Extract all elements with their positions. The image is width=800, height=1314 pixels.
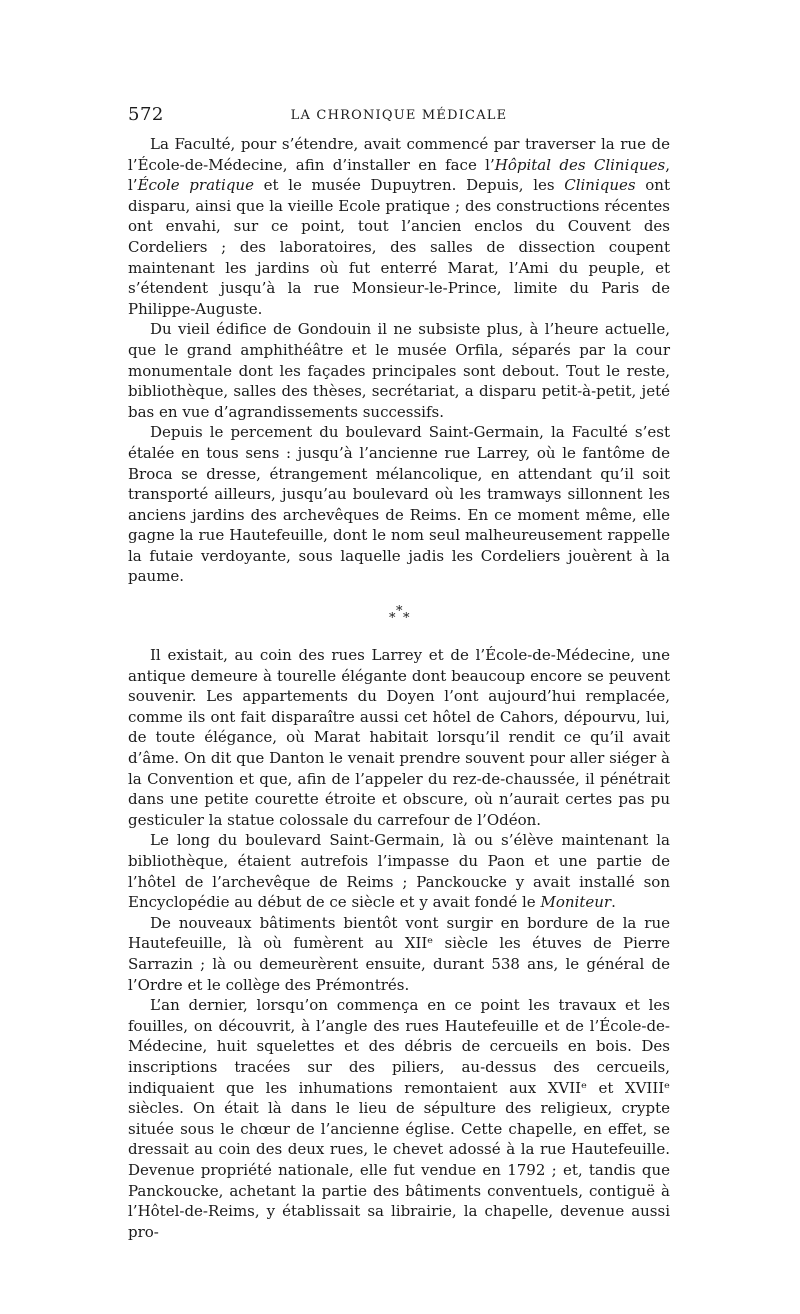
- paragraph-4: Il existait, au coin des rues Larrey et de l’École-de-Médecine, une antique demeure à tourelle élégante dont beaucoup encore se peuvent souvenir. Les appartements du Doyen l’ont aujourd’hui remplacée, comme ils ont fait disparaître aussi cet hôtel de Cahors, dépourvu, lui, de toute élégance, où Marat habitait lorsqu’il rendit ce qu’il avait d’âme. On dit que Danton le venait prendre souvent pour aller siéger à la Convention et que, afin de l’appeler du rez-de-chaussée, il pénétrait dans une petite courette étroite et obscure, où n’aurait certes pas pu gesticuler la statue colossale du carrefour de l’Odéon.: [128, 646, 670, 829]
- paragraph-5-italic-moniteur: Moniteur: [540, 893, 612, 912]
- paragraph-2: Du vieil édifice de Gondouin il ne subsiste plus, à l’heure actuelle, que le grand amphithéâtre et le musée Orfila, séparés par la cour monumentale dont les façades principales sont debout. Tout le reste, bibliothèque, salles des thèses, secrétariat, a disparu petit-à-petit, jeté bas en vue d’agrandissements successifs.: [128, 320, 670, 421]
- paragraph-6: De nouveaux bâtiments bientôt vont surgir en bordure de la rue Hautefeuille, là où fumèrent au XIIᵉ siècle les étuves de Pierre Sarrazin ; là ou demeurèrent ensuite, durant 538 ans, le général de l’Ordre et le collège des Prémontrés.: [128, 913, 670, 994]
- running-title: LA CHRONIQUE MÉDICALE: [290, 108, 508, 123]
- paragraph-1: [128, 134, 670, 319]
- paragraph-5-text-a: Le long du boulevard Saint-Germain, là ou s’élève maintenant la bibliothèque, étaient autrefois l’impasse du Paon et une partie de l’hôtel de l’archevêque de Reims ; Panckoucke y avait installé son Encyclopédie au début de ce siècle et y avait fondé le: [128, 831, 670, 912]
- paragraph-5: [128, 830, 670, 912]
- paragraph-1-text-d: ont disparu, ainsi que la vieille Ecole pratique ; des constructions récentes ont envahi, sur ce point, tout l’ancien enclos du Couvent des Cordeliers ; des laboratoires, des salles de dissection coupent maintenant les jardins où fut enterré Marat, l’Ami du peuple, et s’étendent jusqu’à la rue Monsieur-le-Prince, limite du Paris de Philippe-Auguste.: [128, 176, 670, 318]
- paragraph-1-italic-cliniques: Cliniques: [564, 176, 636, 195]
- paragraph-7: L’an dernier, lorsqu’on commença en ce point les travaux et les fouilles, on découvrit, à l’angle des rues Hautefeuille et de l’École-de-Médecine, huit squelettes et des débris de cercueils en bois. Des inscriptions tracées sur des piliers, au-dessus des cercueils, indiquaient que les inhumations remontaient aux XVIIᵉ et XVIIIᵉ siècles. On était là dans le lieu de sépulture des religieux, crypte située sous le chœur de l’ancienne église. Cette chapelle, en effet, se dressait au coin des deux rues, le chevet adossé à la rue Hautefeuille. Devenue propriété nationale, elle fut vendue en 1792 ; et, tandis que Panckoucke, achetant la partie des bâtiments conventuels, contiguë à l’Hôtel-de-Reims, y établissait sa librairie, la chapelle, devenue aussi pro-: [128, 996, 670, 1241]
- paragraph-1-text-a: La Faculté, pour s’étendre, avait commencé par traverser la rue de l’École-de-Médecine, afin d’installer en face l’: [128, 135, 670, 174]
- paragraph-1-italic-ecole: École pratique: [137, 176, 254, 195]
- book-page: [128, 100, 670, 1242]
- paragraph-5-text-b: .: [611, 893, 616, 912]
- paragraph-1-italic-hopital: Hôpital des Cliniques: [494, 155, 666, 174]
- paragraph-1-text-b: , l’: [128, 155, 670, 195]
- ornament-star-left: *: [389, 611, 396, 627]
- section-ornament: [128, 587, 670, 645]
- paragraph-1-text-c: et le musée Dupuytren. Depuis, les: [253, 176, 565, 195]
- ornament-star-top: *: [396, 604, 403, 620]
- ornament-star-right: *: [403, 611, 410, 627]
- page-header: [128, 100, 670, 134]
- paragraph-3: Depuis le percement du boulevard Saint-Germain, la Faculté s’est étalée en tous sens : jusqu’à l’ancienne rue Larrey, où le fantôme de Broca se dresse, étrangement mélancolique, en attendant qu’il soit transporté ailleurs, jusqu’au boulevard où les tramways sillonnent les anciens jardins des archevêques de Reims. En ce moment même, elle gagne la rue Hautefeuille, dont le nom seul malheureusement rappelle la futaie verdoyante, sous laquelle jadis les Cordeliers jouèrent à la paume.: [128, 423, 670, 586]
- page-number: 572: [128, 104, 164, 125]
